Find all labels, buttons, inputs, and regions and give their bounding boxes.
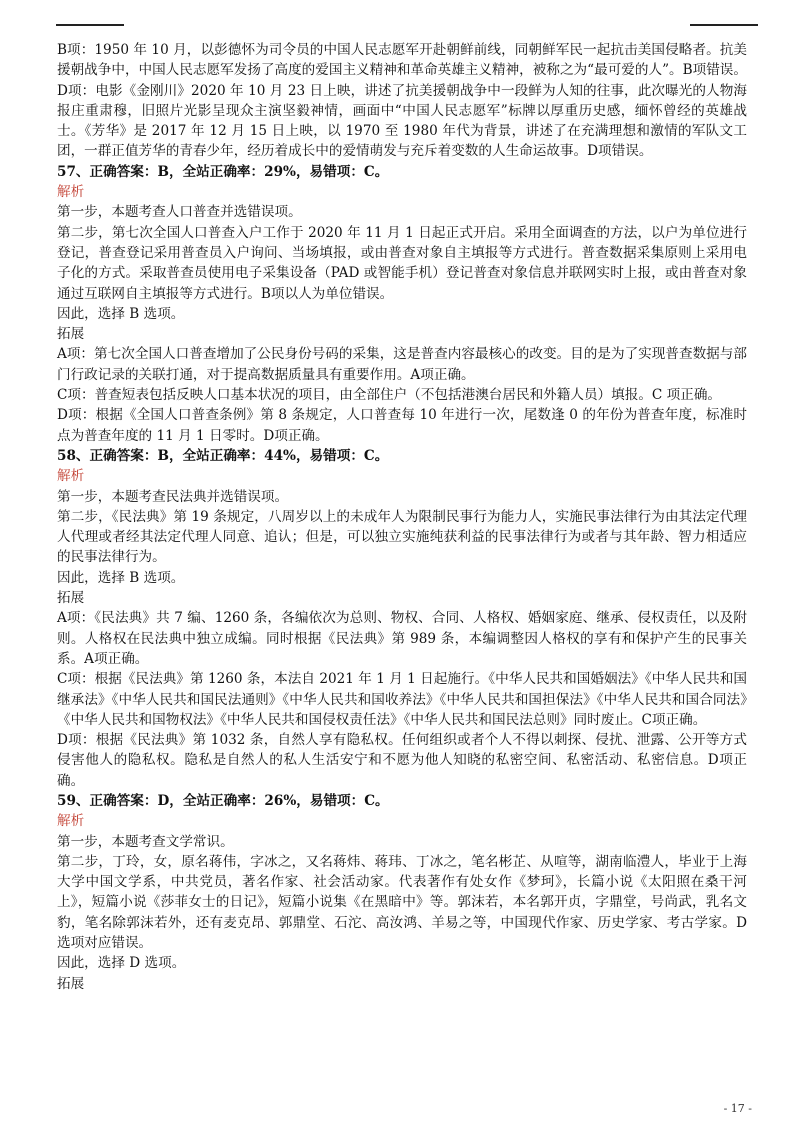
paragraph: D项：根据《全国人口普查条例》第 8 条规定，人口普查每 10 年进行一次，尾数逢 0 的年份为普查年度，标准时点为普查年度的 11 月 1 日零时。D项正确。 (57, 407, 747, 444)
paragraph: B项：1950 年 10 月，以彭德怀为司令员的中国人民志愿军开赴朝鲜前线，同朝鲜军民一起抗击美国侵略者。抗美援朝战争中，中国人民志愿军发扬了高度的爱国主义精神和革命英雄主义精神，被称之为“最可爱的人”。B项错误。 (57, 42, 747, 79)
paragraph: 第一步，本题考查民法典并选错误项。 (57, 488, 289, 505)
answer-line-59: 59、正确答案：D，全站正确率：26%，易错项：C。 (57, 792, 389, 809)
paragraph: 第一步，本题考查人口普查并选错误项。 (57, 204, 302, 221)
section-heading-extension: 拓展 (57, 975, 85, 992)
paragraph: 第二步，丁玲，女，原名蒋伟，字冰之，又名蒋炜、蒋玮、丁冰之，笔名彬芷、从喧等，湖南临澧人，毕业于上海大学中国文学系，中共党员，著名作家、社会活动家。代表著作有处女作《梦珂》，长篇小说《太阳照在桑干河上》，短篇小说《莎菲女士的日记》，短篇小说集《在黑暗中》等。郭沫若，本名郭开贞，字鼎堂，号尚武，乳名文豹，笔名除郭沫若外，还有麦克昂、郭鼎堂、石沱、高汝鸿、羊易之等，中国现代作家、历史学家、考古学家。D选项对应错误。 (57, 853, 747, 952)
paragraph: A项：《民法典》共 7 编、1260 条，各编依次为总则、物权、合同、人格权、婚姻家庭、继承、侵权责任，以及附则。人格权在民法典中独立成编。同时根据《民法典》第 989 条，本编调整因人格权的享有和保护产生的民事关系。A项正确。 (57, 610, 747, 667)
paragraph: D项：根据《民法典》第 1032 条，自然人享有隐私权。任何组织或者个人不得以刺探、侵扰、泄露、公开等方式侵害他人的隐私权。隐私是自然人的私人生活安宁和不愿为他人知晓的私密空间、私密活动、私密信息。D项正确。 (57, 732, 747, 789)
paragraph: C项：根据《民法典》第 1260 条，本法自 2021 年 1 月 1 日起施行。《中华人民共和国婚姻法》《中华人民共和国继承法》《中华人民共和国民法通则》《中华人民共和国收养法》《中华人民共和国担保法》《中华人民共和国合同法》《中华人民共和国物权法》《中华人民共和国侵权责任法》《中华人民共和国民法总则》同时废止。C项正确。 (57, 671, 747, 728)
section-heading-analysis: 解析 (57, 468, 85, 485)
document-body (57, 40, 747, 994)
paragraph: A项：第七次全国人口普查增加了公民身份号码的采集，这是普查内容最核心的改变。目的是为了实现普查数据与部门行政记录的关联打通，对于提高数据质量具有重要作用。A项正确。 (57, 346, 747, 383)
paragraph: 第一步，本题考查文学常识。 (57, 833, 234, 850)
paragraph: 第二步，《民法典》第 19 条规定，八周岁以上的未成年人为限制民事行为能力人，实施民事法律行为由其法定代理人代理或者经其法定代理人同意、追认；但是，可以独立实施纯获利益的民事法律行为或者与其年龄、智力相适应的民事法律行为。 (57, 508, 747, 566)
section-heading-analysis: 解析 (57, 813, 85, 830)
answer-line-58: 58、正确答案：B，全站正确率：44%，易错项：C。 (57, 447, 389, 464)
header-rule-left (56, 24, 124, 26)
section-heading-extension: 拓展 (57, 590, 85, 607)
answer-line-57: 57、正确答案：B，全站正确率：29%，易错项：C。 (57, 163, 389, 180)
paragraph: 因此，选择 B 选项。 (57, 569, 185, 586)
paragraph: 因此，选择 B 选项。 (57, 305, 185, 322)
page-number: - 17 - (723, 1102, 752, 1115)
section-heading-extension: 拓展 (57, 326, 85, 343)
section-heading-analysis: 解析 (57, 184, 85, 201)
header-rule-right (690, 24, 758, 26)
paragraph: D项：电影《金刚川》2020 年 10 月 23 日上映，讲述了抗美援朝战争中一段鲜为人知的往事，此次曝光的人物海报庄重肃穆，旧照片光影呈现众主演坚毅神情，画面中“中国人民志愿军”标牌以厚重历史感，缅怀曾经的英雄战士。《芳华》是 2017 年 12 月 15 日上映，以 1970 至 1980 年代为背景，讲述了在充满理想和激情的军队文工团，一群正值芳华的青春少年，经历着成长中的爱情萌发与充斥着变数的人生命运故事。D项错误。 (57, 82, 747, 160)
paragraph: 第二步，第七次全国人口普查入户工作于 2020 年 11 月 1 日起正式开启。采用全面调查的方法，以户为单位进行登记，普查登记采用普查员入户询问、当场填报，或由普查对象自主填报等方式进行。普查数据采集原则上采用电子化的方式。采取普查员使用电子采集设备（PAD 或智能手机）登记普查对象信息并联网实时上报，或由普查对象通过互联网自主填报等方式进行。B项以人为单位错误。 (57, 224, 747, 302)
paragraph: C项：普查短表包括反映人口基本状况的项目，由全部住户（不包括港澳台居民和外籍人员）填报。C 项正确。 (57, 387, 722, 404)
paragraph: 因此，选择 D 选项。 (57, 955, 186, 972)
